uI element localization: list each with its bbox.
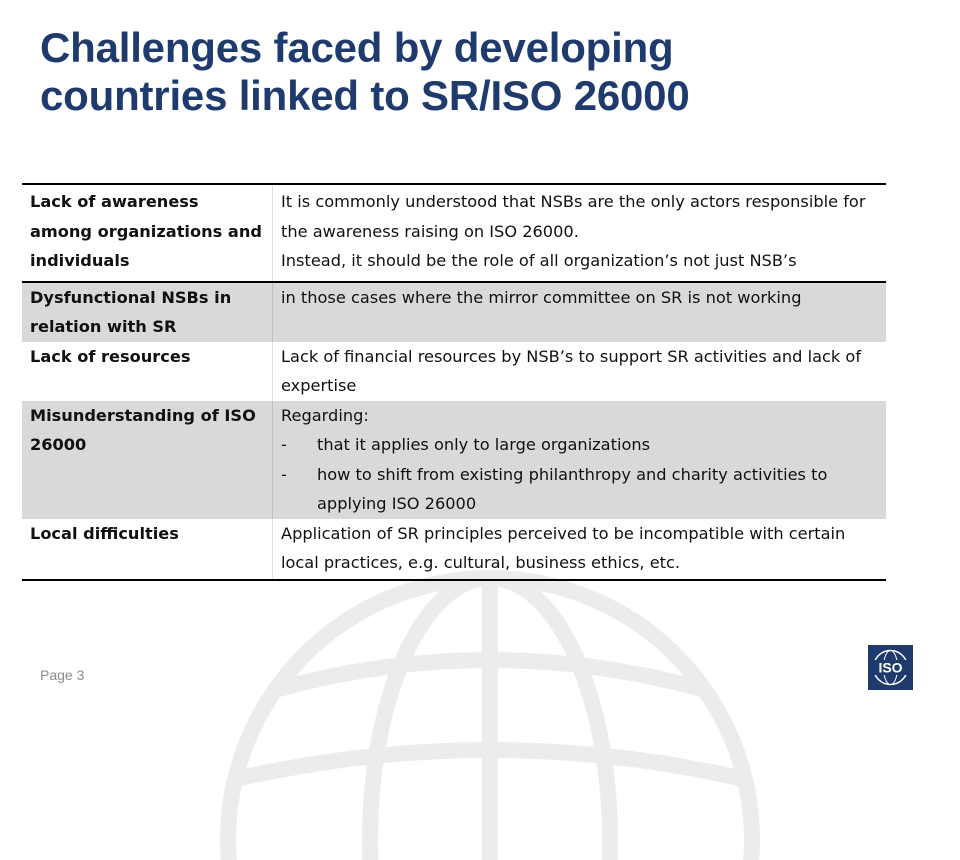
description-line: It is commonly understood that NSBs are the only actors responsible for the awareness raising on ISO 26000. xyxy=(281,192,866,241)
challenge-label: Misunderstanding of ISO 26000 xyxy=(22,401,273,519)
table-row xyxy=(22,519,886,580)
table-row xyxy=(22,282,886,342)
bullet-item xyxy=(281,460,880,519)
table-row xyxy=(22,184,886,282)
challenge-description xyxy=(273,184,887,282)
slide-title xyxy=(40,24,920,120)
challenge-description: in those cases where the mirror committee on SR is not working xyxy=(273,282,887,342)
page-number: Page 3 xyxy=(40,667,85,683)
bullet-item xyxy=(281,430,880,460)
globe-watermark-icon xyxy=(180,560,800,860)
challenges-table xyxy=(22,183,886,581)
table-row xyxy=(22,342,886,401)
slide-title-line-1: Challenges faced by developing xyxy=(40,24,674,71)
bullet-text: that it applies only to large organizations xyxy=(317,435,651,454)
table-row xyxy=(22,401,886,519)
bullet-marker: - xyxy=(281,464,287,484)
bullet-text: how to shift from existing philanthropy and charity activities to applying ISO 26000 xyxy=(317,464,828,513)
challenge-label: Lack of awareness among organizations and individuals xyxy=(22,184,273,282)
challenge-description: Application of SR principles perceived to be incompatible with certain local practices, e.g. cultural, business ethics, etc. xyxy=(273,519,887,580)
challenge-label: Dysfunctional NSBs in relation with SR xyxy=(22,282,273,342)
challenge-label: Lack of resources xyxy=(22,342,273,401)
challenge-label: Local difficulties xyxy=(22,519,273,580)
iso-logo-text: ISO xyxy=(878,659,903,676)
description-line: Instead, it should be the role of all organization’s not just NSB’s xyxy=(281,251,797,270)
challenge-description: Lack of financial resources by NSB’s to support SR activities and lack of expertise xyxy=(281,346,862,395)
bullet-marker: - xyxy=(281,435,287,454)
challenge-description xyxy=(273,401,887,519)
description-intro: Regarding: xyxy=(281,405,369,425)
iso-logo-icon xyxy=(868,645,913,690)
slide-title-line-2: countries linked to SR/ISO 26000 xyxy=(40,72,690,119)
